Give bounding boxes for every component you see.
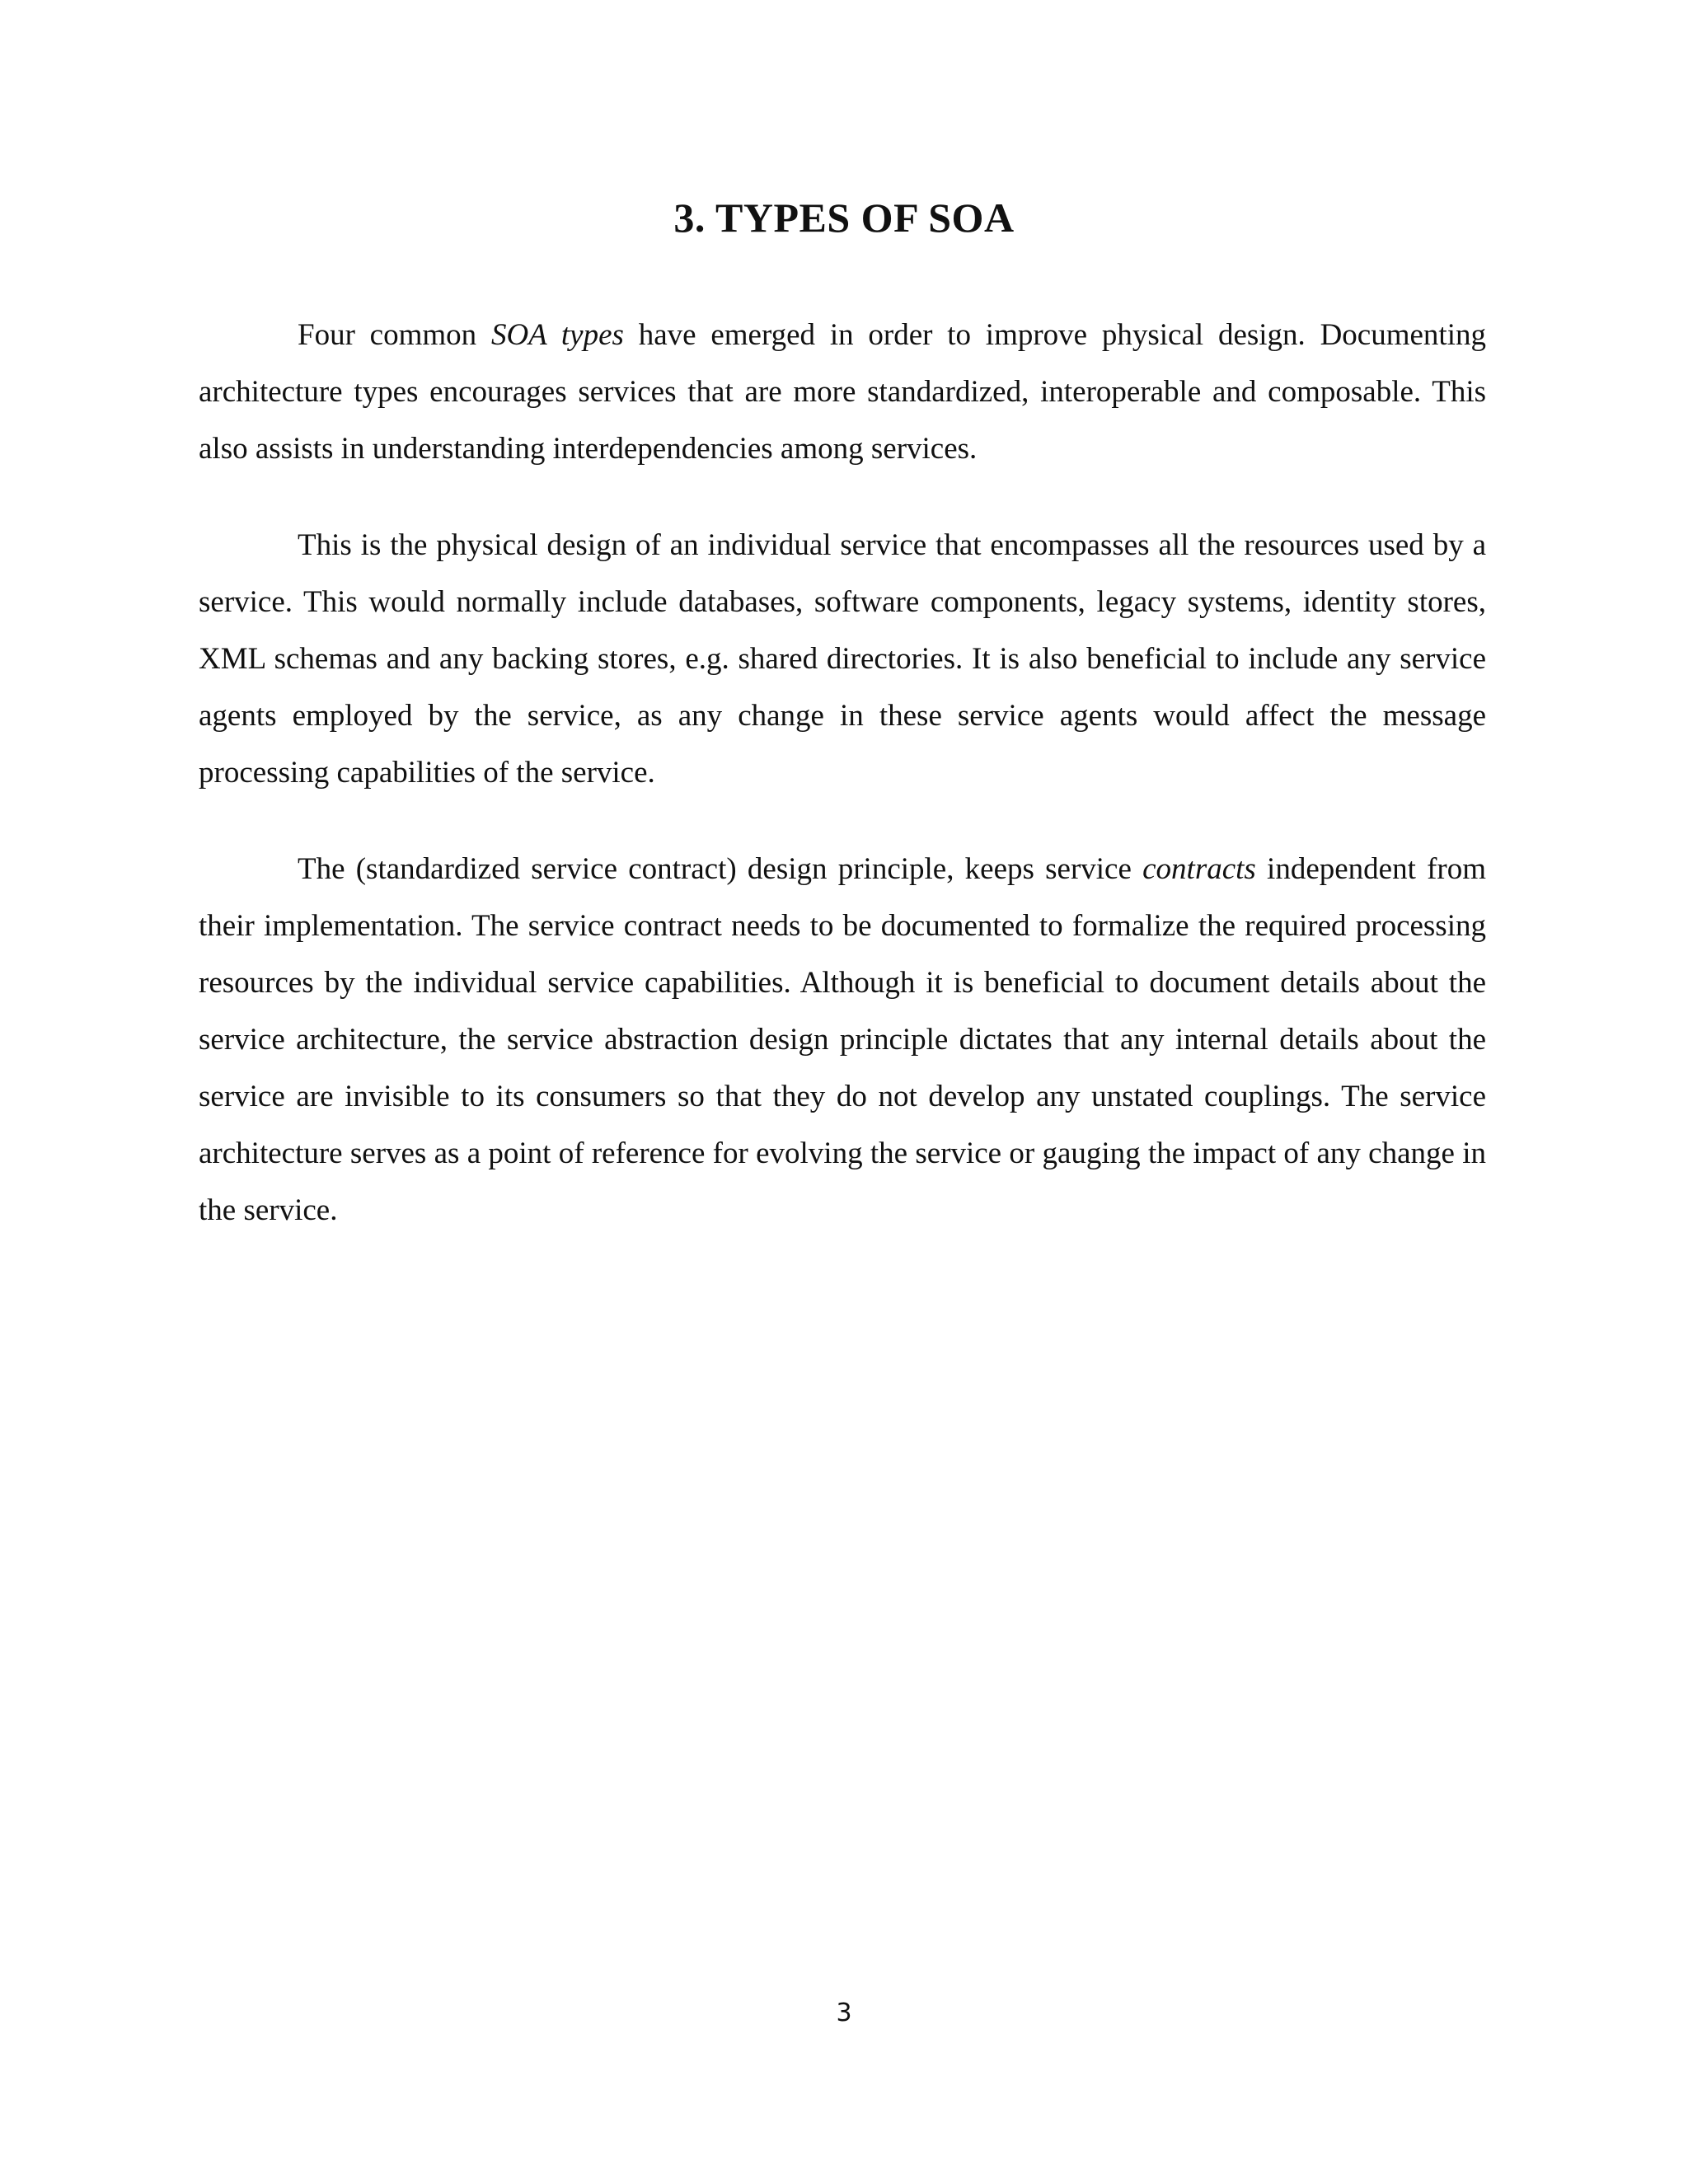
contracts-emphasis: contracts	[1142, 852, 1256, 886]
paragraph-3-text-start: The (standardized service contract) design principle, keeps service	[298, 852, 1143, 886]
paragraph-2: This is the physical design of an individual service that encompasses all the resources used by a service. This would normally include databases, software components, legacy systems, identity stores, XML schemas and any backing stores, e.g. shared directories. It is also beneficial to include any service agents employed by the service, as any change in these service agents would affect the message processing capabilities of the service.	[199, 528, 1486, 790]
paragraph-1-text-start: Four common	[298, 318, 491, 352]
body-text	[199, 307, 1486, 1278]
paragraph-3	[199, 841, 1486, 1239]
paragraph-1-text-end: have emerged in order to improve physical design. Documenting architecture types encourages services that are more standardized, interoperable and composable. This also assists in understanding interdependencies among services.	[199, 318, 1486, 466]
paragraph-3-text-end: independent from their implementation. The service contract needs to be documented to formalize the required processing resources by the individual service capabilities. Although it is beneficial to document details about the service architecture, the service abstraction design principle dictates that any internal details about the service are invisible to its consumers so that they do not develop any unstated couplings. The service architecture serves as a point of reference for evolving the service or gauging the impact of any change in the service.	[199, 852, 1487, 1227]
page-number: 3	[836, 1999, 852, 2027]
paragraph-1	[199, 307, 1486, 477]
soa-types-emphasis: SOA types	[490, 318, 624, 352]
page-title: 3. TYPES OF SOA	[673, 194, 1015, 241]
